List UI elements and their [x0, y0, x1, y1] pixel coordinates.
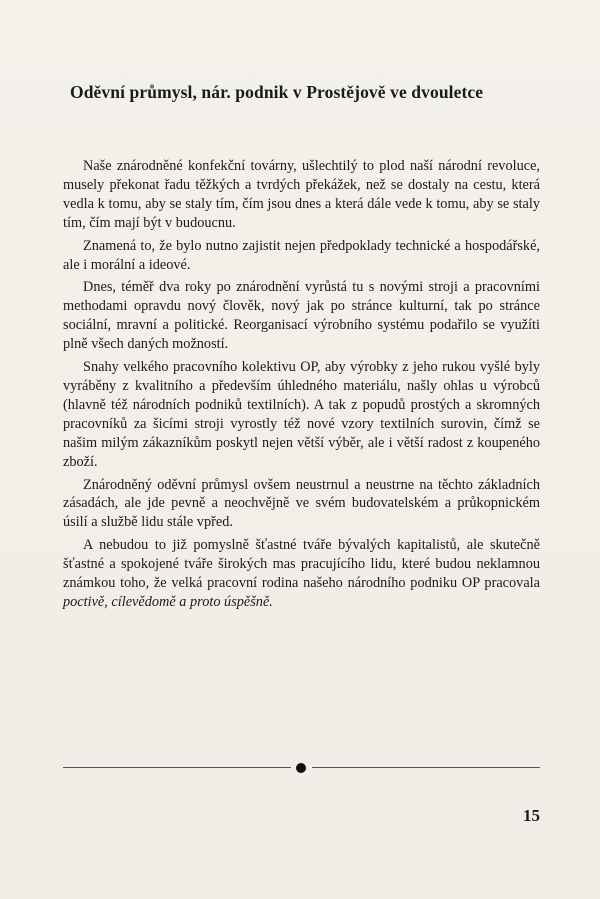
last-paragraph-text: A nebudou to již pomyslně šťastné tváře bývalých kapitalistů, ale skutečně šťastné a spokojené tváře širokých mas pracujícího lidu, které budou neklamnou známkou toho, že velká pracovní rodina našeho národního podniku OP pracovala: [63, 537, 540, 592]
paragraph: Naše znárodněné konfekční továrny, ušlechtilý to plod naší národní revoluce, musely překonat řadu těžkých a tvrdých překážek, než se dostaly na cestu, která vedla k tomu, aby se staly tím, čím jsou dnes a která dále vede k tomu, aby se staly tím, čím mají být v budoucnu.: [63, 158, 540, 231]
divider-line-right: [312, 767, 540, 768]
paragraph: Snahy velkého pracovního kolektivu OP, aby výrobky z jeho rukou vyšlé byly vyráběny z kvalitního a především úhledného materiálu, našly ohlas u výrobců (hlavně též národních podniků textilních). A tak z popudů prostých a skromných pracovníků za šicími stroji vyrostly též nové vzory textilních surovin, čímž se našim milým zákazníkům poskytl nejen větší výběr, ale i větší radost z koupeného zboží.: [63, 359, 540, 470]
divider-line-left: [63, 767, 291, 768]
paragraph: Dnes, téměř dva roky po znárodnění vyrůstá tu s novými stroji a pracovními methodami opravdu nový člověk, nový jak po stránce kulturní, tak po stránce sociální, mravní a politické. Reorganisací výrobního systému podařilo se využíti plně všech daných možností.: [63, 279, 540, 353]
paragraph: Znamená to, že bylo nutno zajistit nejen předpoklady technické a hospodářské, ale i morální a ideové.: [63, 237, 540, 273]
bullet-dot-icon: [296, 763, 306, 773]
last-paragraph-italic: poctivě, cílevědomě a proto úspěšně.: [63, 593, 273, 610]
page-title: Oděvní průmysl, nár. podnik v Prostějově ve dvouletce: [70, 82, 484, 102]
last-paragraph: [63, 536, 540, 612]
divider-ornament: [63, 762, 540, 774]
page-number: 15: [523, 806, 540, 825]
body-text: [63, 157, 540, 616]
paragraph: Znárodněný oděvní průmysl ovšem neustrnul a neustrne na těchto základních zásadách, ale jde pevně a neochvějně ve svém budovatelském a průkopnickém úsilí a službě lidu stále vpřed.: [63, 476, 540, 531]
